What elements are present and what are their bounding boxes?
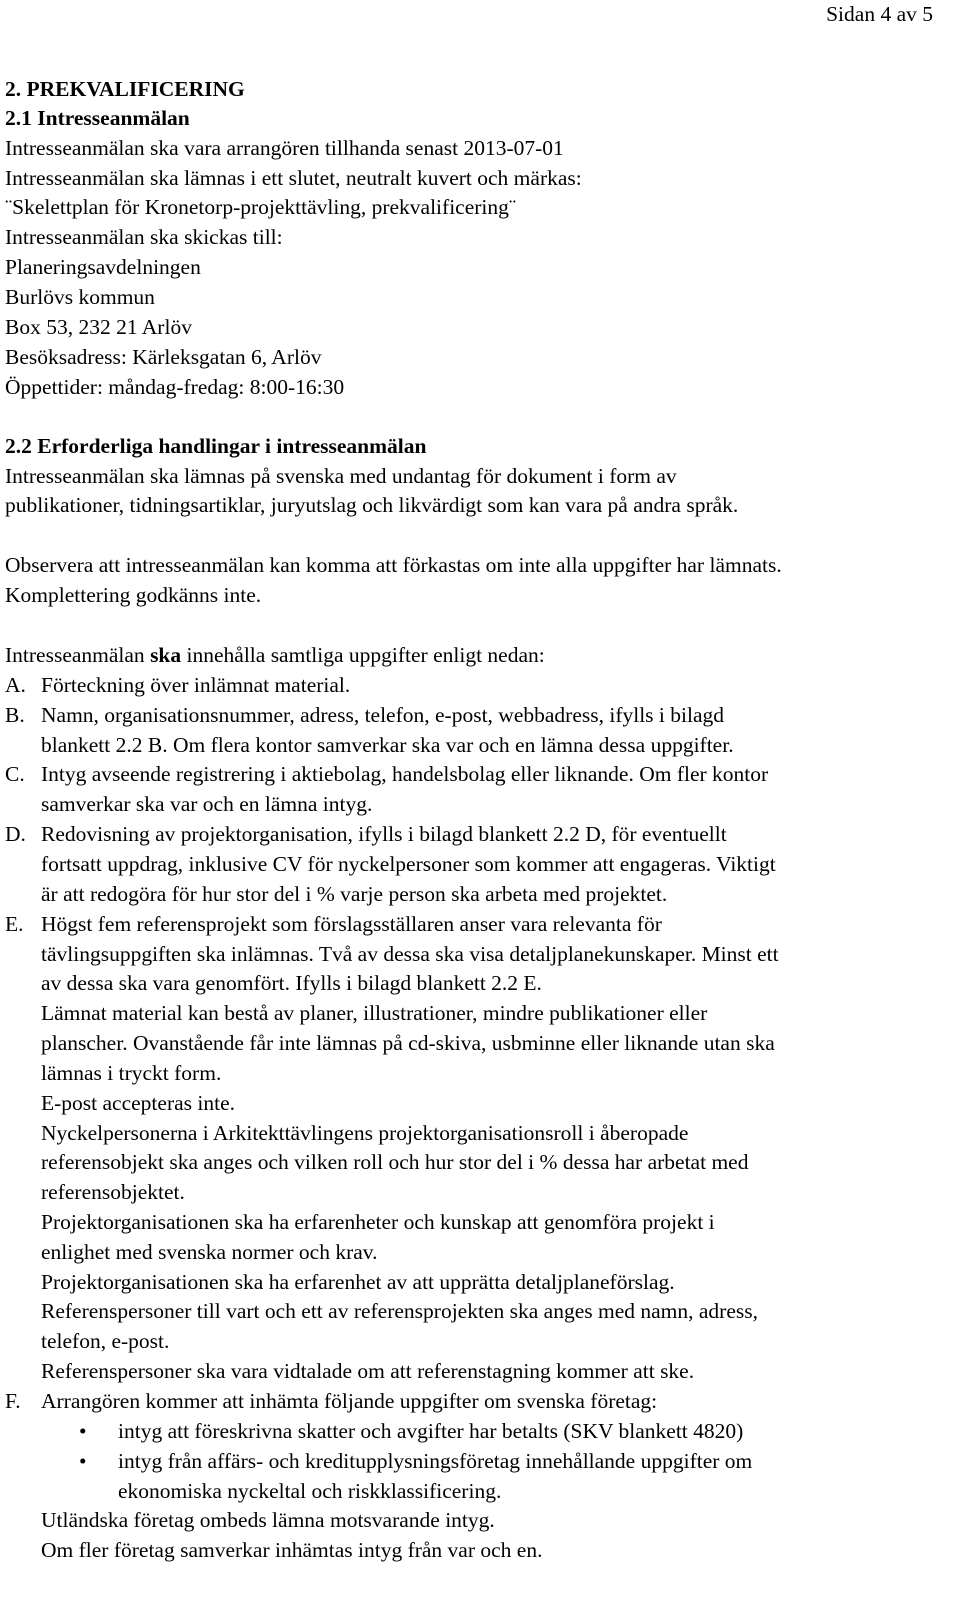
item-text: Högst fem referensprojekt som förslagsställaren anser vara relevanta för xyxy=(41,912,662,936)
text-line: Intresseanmälan ska vara arrangören tillhanda senast 2013-07-01 xyxy=(5,136,564,160)
item-text: Intyg avseende registrering i aktiebolag, handelsbolag eller liknande. Om fler kontor xyxy=(41,762,769,786)
item-text: är att redogöra för hur stor del i % varje person ska arbeta med projektet. xyxy=(41,882,668,906)
item-text: fortsatt uppdrag, inklusive CV för nyckelpersoner som kommer att engageras. Viktigt xyxy=(41,852,776,876)
text-line: Box 53, 232 21 Arlöv xyxy=(5,315,192,339)
section-title-2-2: 2.2 Erforderliga handlingar i intresseanmälan xyxy=(5,434,427,458)
item-text: telefon, e-post. xyxy=(41,1329,170,1353)
item-label-e: E. xyxy=(5,912,24,936)
item-text: Referenspersoner ska vara vidtalade om att referenstagning kommer att ske. xyxy=(41,1359,695,1383)
text-run: innehålla samtliga uppgifter enligt nedan: xyxy=(181,643,545,667)
text-run: Intresseanmälan xyxy=(5,643,151,667)
item-text: Arrangören kommer att inhämta följande uppgifter om svenska företag: xyxy=(41,1389,658,1413)
item-label-f: F. xyxy=(5,1389,21,1413)
item-text: referensobjektet. xyxy=(41,1180,185,1204)
bullet-text: intyg från affärs- och kreditupplysningsföretag innehållande uppgifter om xyxy=(118,1449,753,1473)
item-text: enlighet med svenska normer och krav. xyxy=(41,1240,378,1264)
text-line: Besöksadress: Kärleksgatan 6, Arlöv xyxy=(5,345,322,369)
item-label-a: A. xyxy=(5,673,26,697)
item-label-b: B. xyxy=(5,703,25,727)
bullet-text: intyg att föreskrivna skatter och avgifter har betalts (SKV blankett 4820) xyxy=(118,1419,744,1443)
bullet-icon: • xyxy=(79,1449,87,1473)
item-text: av dessa ska vara genomfört. Ifylls i bilagd blankett 2.2 E. xyxy=(41,971,542,995)
section-title-2-1: 2.1 Intresseanmälan xyxy=(5,106,190,130)
emphasis: ska xyxy=(150,643,182,667)
text-line: Intresseanmälan ska lämnas på svenska med undantag för dokument i form av xyxy=(5,464,677,488)
item-text: Lämnat material kan bestå av planer, illustrationer, mindre publikationer eller xyxy=(41,1001,708,1025)
text-line: Burlövs kommun xyxy=(5,285,155,309)
text-line: Intresseanmälan ska lämnas i ett slutet, neutralt kuvert och märkas: xyxy=(5,166,582,190)
text-line: Planeringsavdelningen xyxy=(5,255,201,279)
item-text: planscher. Ovanstående får inte lämnas på cd-skiva, usbminne eller liknande utan ska xyxy=(41,1031,775,1055)
item-text: blankett 2.2 B. Om flera kontor samverkar ska var och en lämna dessa uppgifter. xyxy=(41,733,734,757)
item-text: samverkar ska var och en lämna intyg. xyxy=(41,792,373,816)
item-text: E-post accepteras inte. xyxy=(41,1091,236,1115)
text-line: Observera att intresseanmälan kan komma att förkastas om inte alla uppgifter har lämnats. xyxy=(5,553,782,577)
item-text: tävlingsuppgiften ska inlämnas. Två av dessa ska visa detaljplanekunskaper. Minst ett xyxy=(41,942,779,966)
item-text: lämnas i tryckt form. xyxy=(41,1061,222,1085)
item-text: Projektorganisationen ska ha erfarenheter och kunskap att genomföra projekt i xyxy=(41,1210,715,1234)
requirements-intro xyxy=(5,641,545,669)
item-text: referensobjekt ska anges och vilken roll och hur stor del i % dessa har arbetat med xyxy=(41,1150,749,1174)
text-line: ¨Skelettplan för Kronetorp-projekttävling, prekvalificering¨ xyxy=(5,195,517,219)
bullet-icon: • xyxy=(79,1419,87,1443)
item-text: Redovisning av projektorganisation, ifylls i bilagd blankett 2.2 D, för eventuellt xyxy=(41,822,727,846)
item-label-c: C. xyxy=(5,762,25,786)
item-text: Projektorganisationen ska ha erfarenhet av att upprätta detaljplaneförslag. xyxy=(41,1270,675,1294)
bullet-text: ekonomiska nyckeltal och riskklassificering. xyxy=(118,1479,502,1503)
main-heading: 2. PREKVALIFICERING xyxy=(5,77,245,101)
item-text: Nyckelpersonerna i Arkitekttävlingens projektorganisationsroll i åberopade xyxy=(41,1121,689,1145)
text-line: Intresseanmälan ska skickas till: xyxy=(5,225,283,249)
page-number: Sidan 4 av 5 xyxy=(826,2,933,26)
text-line: Komplettering godkänns inte. xyxy=(5,583,262,607)
item-text: Namn, organisationsnummer, adress, telefon, e-post, webbadress, ifylls i bilagd xyxy=(41,703,725,727)
text-line: publikationer, tidningsartiklar, juryutslag och likvärdigt som kan vara på andra språk. xyxy=(5,493,739,517)
text-line: Öppettider: måndag-fredag: 8:00-16:30 xyxy=(5,375,345,399)
item-text: Om fler företag samverkar inhämtas intyg från var och en. xyxy=(41,1538,543,1562)
item-text: Förteckning över inlämnat material. xyxy=(41,673,351,697)
item-text: Referenspersoner till vart och ett av referensprojekten ska anges med namn, adress, xyxy=(41,1299,758,1323)
item-label-d: D. xyxy=(5,822,26,846)
item-text: Utländska företag ombeds lämna motsvarande intyg. xyxy=(41,1508,495,1532)
